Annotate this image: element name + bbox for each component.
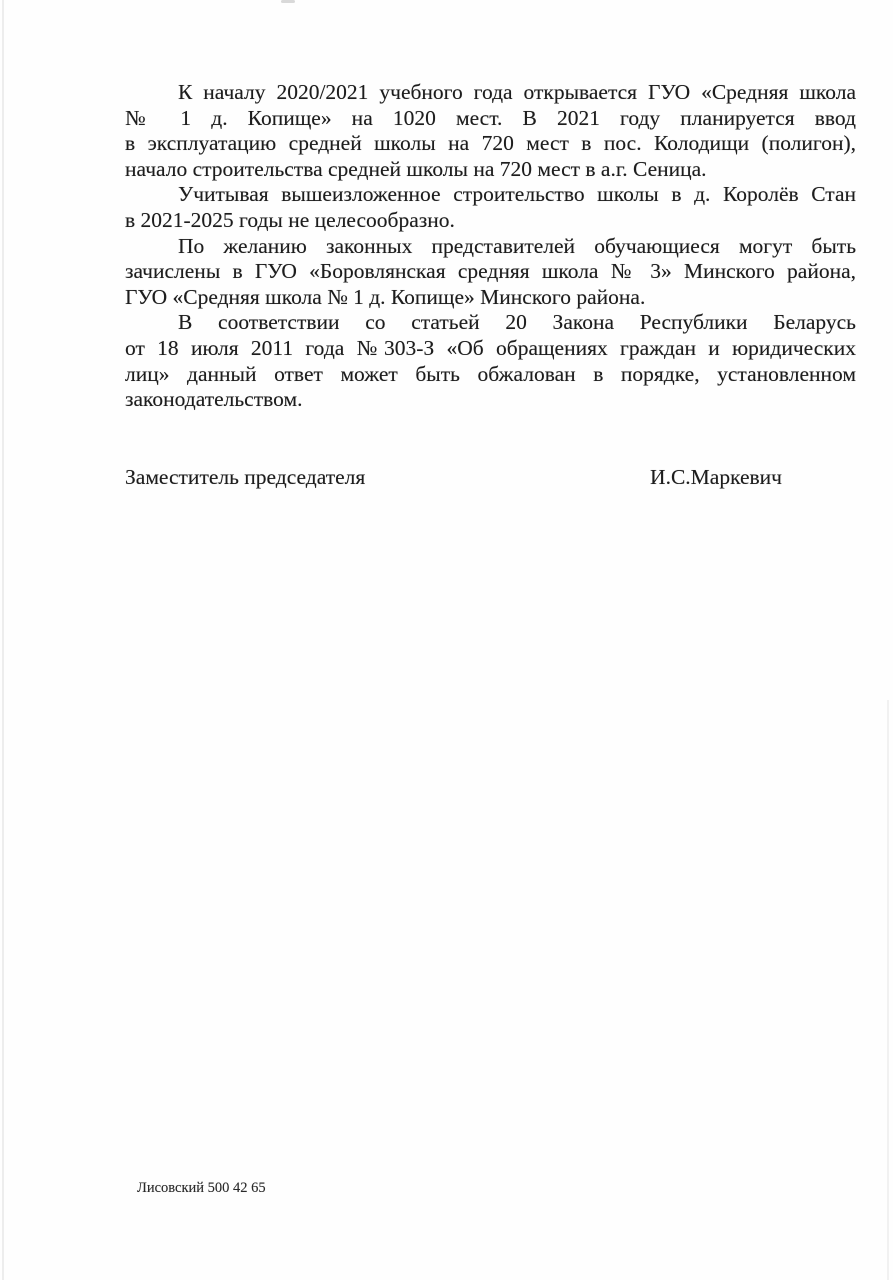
signature-name: И.С.Маркевич xyxy=(650,464,782,489)
footer-executor-note: Лисовский 500 42 65 xyxy=(137,1180,266,1196)
text-line: По желанию законных представителей обучающиеся могут быть xyxy=(178,233,856,258)
text-line: в 2021-2025 годы не целесообразно. xyxy=(125,207,455,232)
paragraph xyxy=(125,234,856,311)
scan-edge-artifact-right xyxy=(887,700,889,1280)
text-line: К началу 2020/2021 учебного года открывается ГУО «Средняя школа xyxy=(178,80,856,104)
scan-smudge-artifact xyxy=(281,0,295,3)
paragraph xyxy=(125,182,856,233)
text-line: ГУО «Средняя школа № 1 д. Копище» Минского района. xyxy=(125,284,646,309)
text-line: лиц» данный ответ может быть обжалован в порядке, установленном xyxy=(125,361,856,386)
paragraph xyxy=(125,310,856,412)
text-line: от 18 июля 2011 года №303-З «Об обращениях граждан и юридических xyxy=(125,335,856,360)
text-line: в эксплуатацию средней школы на 720 мест в пос. Колодищи (полигон), xyxy=(125,131,856,156)
scan-edge-artifact-left xyxy=(2,0,4,1280)
text-line: начало строительства средней школы на 720 мест в а.г. Сеница. xyxy=(125,156,707,181)
signature-row xyxy=(125,465,856,491)
text-line: № 1 д. Копище» на 1020 мест. В 2021 году планируется ввод xyxy=(125,105,856,130)
signature-title: Заместитель председателя xyxy=(125,464,366,489)
text-line: зачислены в ГУО «Боровлянская средняя школа № 3» Минского района, xyxy=(125,259,856,284)
text-line: В соответствии со статьей 20 Закона Республики Беларусь xyxy=(178,310,856,335)
text-line: Учитывая вышеизложенное строительство школы в д. Королёв Стан xyxy=(178,182,856,207)
paragraph xyxy=(125,80,856,182)
text-line: законодательством. xyxy=(125,387,303,412)
document-body xyxy=(125,80,856,490)
